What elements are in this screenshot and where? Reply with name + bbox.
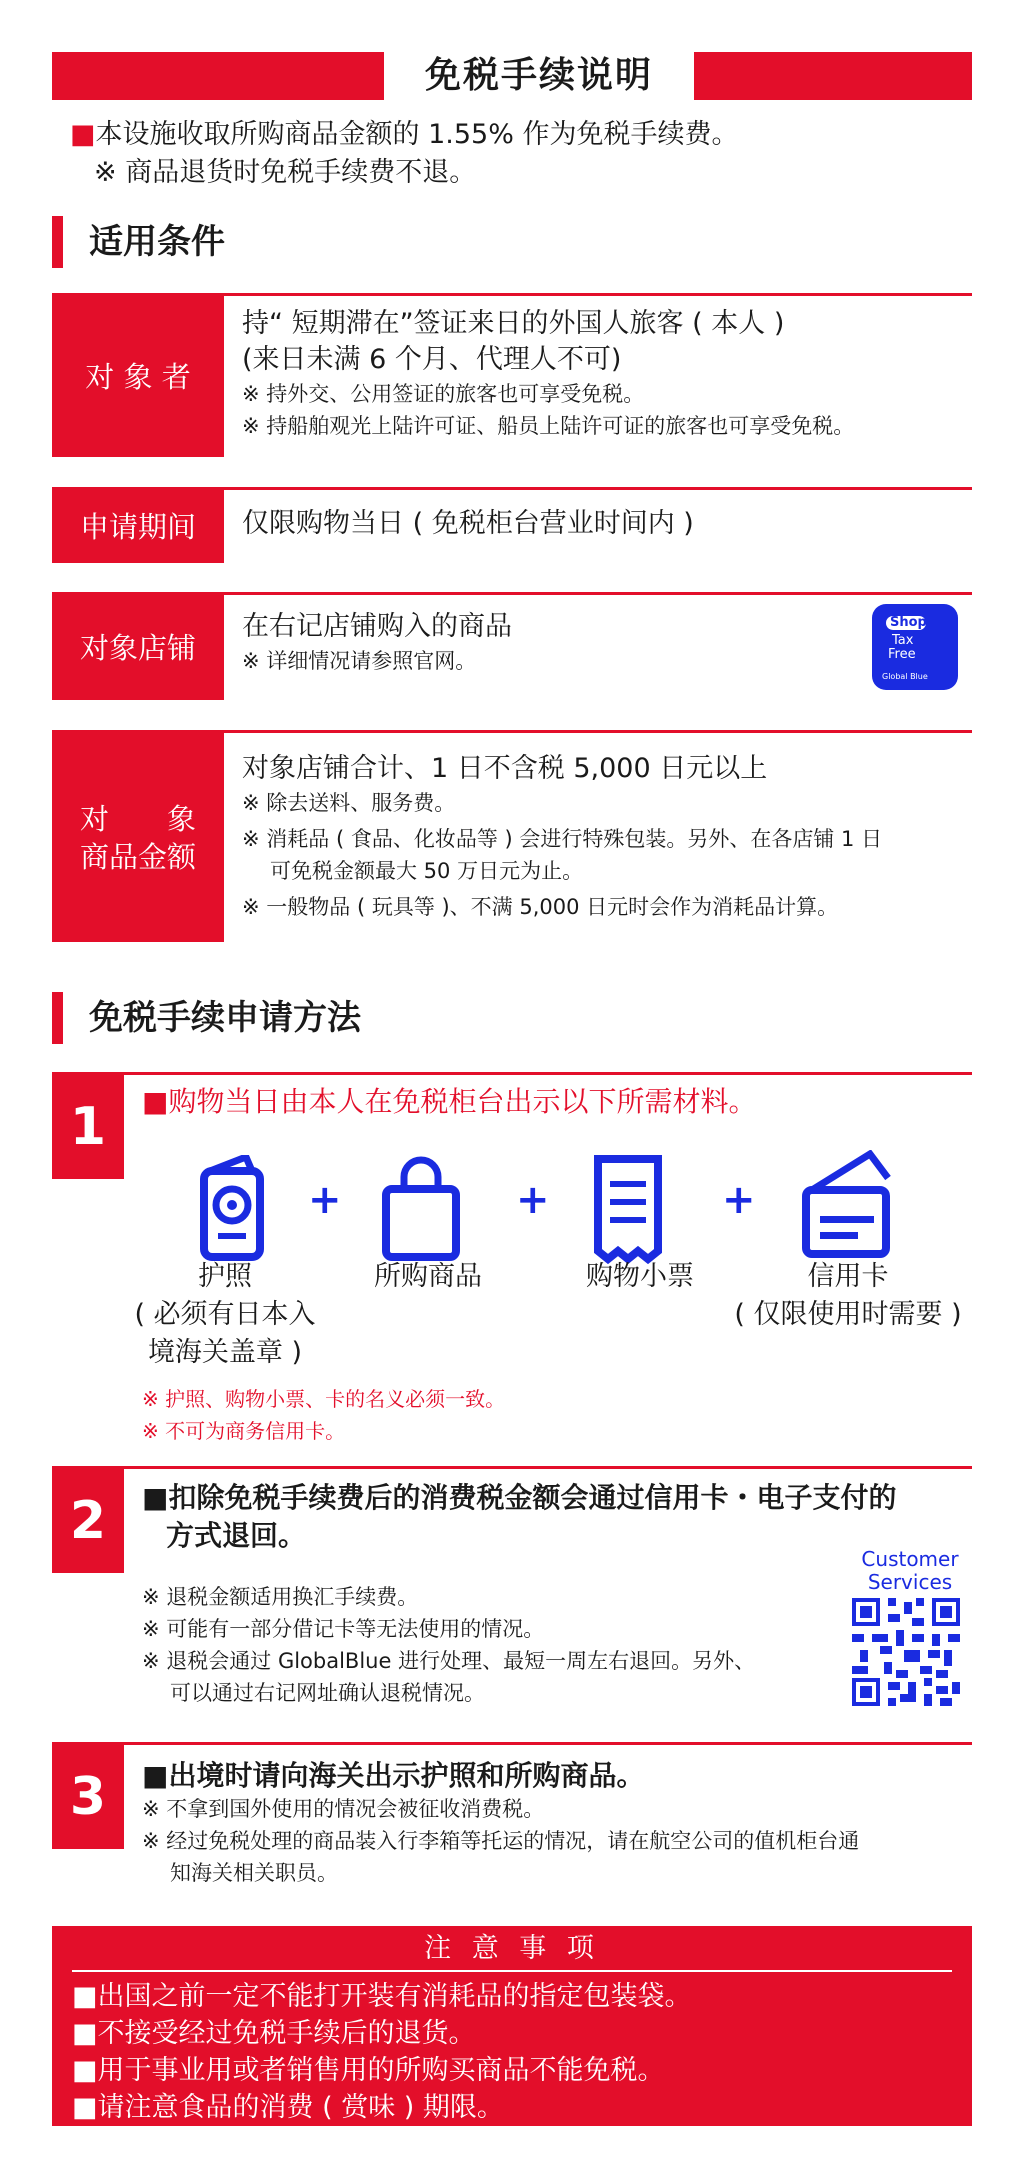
shopping-bag-icon: [378, 1155, 478, 1265]
step-1-number: 1: [52, 1075, 124, 1179]
step-3-note-1: ※ 不拿到国外使用的情况会被征收消费税。: [142, 1797, 545, 1821]
step-2-title: [142, 1479, 896, 1555]
step-2-number: 2: [52, 1469, 124, 1573]
step-2-note-2: ※ 可能有一部分借记卡等无法使用的情况。: [142, 1617, 545, 1641]
attention-box: [52, 1926, 972, 2126]
step-1-title: ■购物当日由本人在免税柜台出示以下所需材料。: [142, 1085, 757, 1118]
caption-passport-2: ( 必须有日本入: [134, 1299, 316, 1330]
section-heading-conditions: 适用条件: [52, 216, 225, 268]
target-note-2: ※ 持船舶观光上陆许可证、船员上陆许可证的旅客也可享受免税。: [242, 414, 855, 438]
page-title: 免税手续说明: [384, 52, 694, 100]
attention-item: ■不接受经过免税手续后的退货。: [72, 2018, 476, 2049]
receipt-icon: [590, 1155, 690, 1265]
attention-items: [72, 1978, 692, 2126]
intro-line1: [70, 116, 738, 154]
passport-icon: [190, 1155, 290, 1265]
amount-main: 对象店铺合计、1 日不含税 5,000 日元以上: [242, 753, 768, 784]
condition-shops: [52, 592, 972, 700]
condition-period: [52, 487, 972, 563]
title-bar: [52, 52, 972, 100]
step-2-note-3: ※ 退税会通过 GlobalBlue 进行处理、最短一周左右退回。另外、: [142, 1649, 756, 1673]
step-2-notes: [142, 1581, 755, 1709]
condition-amount: [52, 730, 972, 942]
plus-1: +: [308, 1177, 342, 1223]
fee-text: 本设施收取所购商品金额的 1.55% 作为免税手续费。: [95, 119, 739, 150]
caption-card-1: 信用卡: [807, 1261, 889, 1292]
shops-note: ※ 详细情况请参照官网。: [242, 649, 477, 673]
step-3-title: ■出境时请向海关出示护照和所购商品。: [142, 1759, 645, 1792]
target-note-1: ※ 持外交、公用签证的旅客也可享受免税。: [242, 382, 645, 406]
step-1-notes: [142, 1383, 505, 1447]
attention-heading: 注 意 事 项: [424, 1933, 600, 1964]
target-main-2: (来日未满 6 个月、代理人不可): [242, 344, 622, 375]
customer-services-label: [850, 1548, 970, 1594]
cs-line-2: Services: [867, 1570, 953, 1594]
badge-global-blue: Global Blue: [882, 672, 928, 681]
badge-tax: Tax: [892, 633, 914, 648]
cs-line-1: Customer: [861, 1547, 959, 1571]
step-1-note-2: ※ 不可为商务信用卡。: [142, 1419, 346, 1443]
amount-note-1: ※ 除去送料、服务费。: [242, 791, 456, 815]
period-main: 仅限购物当日 ( 免税柜台营业时间内 ): [242, 508, 694, 539]
amount-note-2: ※ 消耗品 ( 食品、化妆品等 ) 会进行特殊包装。另外、在各店铺 1 日: [242, 827, 883, 851]
attention-item: ■出国之前一定不能打开装有消耗品的指定包装袋。: [72, 1981, 692, 2012]
intro: [70, 116, 738, 192]
step-3-notes: [142, 1793, 859, 1889]
intro-line2: ※ 商品退货时免税手续费不退。: [94, 157, 477, 188]
condition-body-period: [242, 506, 962, 542]
credit-card-icon: [800, 1150, 900, 1260]
section-heading-procedure: 免税手续申请方法: [52, 992, 361, 1044]
caption-goods: 所购商品: [374, 1261, 482, 1292]
caption-passport-3: 境海关盖章 ): [147, 1337, 303, 1368]
caption-receipt: 购物小票: [586, 1261, 694, 1292]
condition-target: [52, 293, 972, 457]
step-3: [52, 1742, 972, 1902]
caption-passport: [110, 1258, 340, 1372]
condition-label-shops: 对象店铺: [52, 595, 224, 700]
shops-main: 在右记店铺购入的商品: [242, 611, 512, 642]
caption-card: [718, 1258, 978, 1334]
condition-body-target: [242, 306, 962, 442]
target-main-1: 持“ 短期滞在”签证来日的外国人旅客 ( 本人 ): [242, 308, 785, 339]
step-2-title-2: 方式退回。: [166, 1519, 307, 1552]
condition-label-target: 对 象 者: [52, 296, 224, 457]
amount-label-2: 商品金额: [79, 839, 196, 874]
step-3-note-2b: 知海关相关职员。: [170, 1861, 338, 1885]
step-1-note-1: ※ 护照、购物小票、卡的名义必须一致。: [142, 1387, 506, 1411]
shop-tax-free-badge[interactable]: [872, 604, 958, 690]
step-2-title-1: ■扣除免税手续费后的消费税金额会通过信用卡・电子支付的: [142, 1481, 897, 1514]
amount-label-1: 对 象: [79, 801, 196, 836]
attention-item: ■用于事业用或者销售用的所购买商品不能免税。: [72, 2055, 665, 2086]
badge-shop: Shop: [886, 616, 926, 630]
step-2: [52, 1466, 972, 1714]
step-3-note-2: ※ 经过免税处理的商品装入行李箱等托运的情况，请在航空公司的值机柜台通: [142, 1829, 860, 1853]
step-2-note-1: ※ 退税金额适用换汇手续费。: [142, 1585, 419, 1609]
condition-label-period: 申请期间: [52, 490, 224, 563]
step-3-number: 3: [52, 1745, 124, 1849]
plus-3: +: [722, 1177, 756, 1223]
badge-free: Free: [888, 647, 916, 662]
condition-body-shops: [242, 609, 962, 677]
plus-2: +: [516, 1177, 550, 1223]
caption-passport-1: 护照: [198, 1261, 252, 1292]
amount-note-3: ※ 一般物品 ( 玩具等 )、不满 5,000 日元时会作为消耗品计算。: [242, 895, 839, 919]
condition-body-amount: [242, 751, 962, 923]
condition-label-amount: [52, 733, 224, 942]
qr-code-icon[interactable]: [852, 1598, 960, 1706]
caption-card-2: ( 仅限使用时需要 ): [734, 1299, 962, 1330]
step-2-note-3b: 可以通过右记网址确认退税情况。: [170, 1681, 485, 1705]
attention-divider: [72, 1970, 952, 1972]
bullet-square: ■: [70, 119, 96, 150]
attention-item: ■请注意食品的消费 ( 赏味 ) 期限。: [72, 2092, 504, 2123]
amount-note-2b: 可免税金额最大 50 万日元为止。: [270, 859, 584, 883]
